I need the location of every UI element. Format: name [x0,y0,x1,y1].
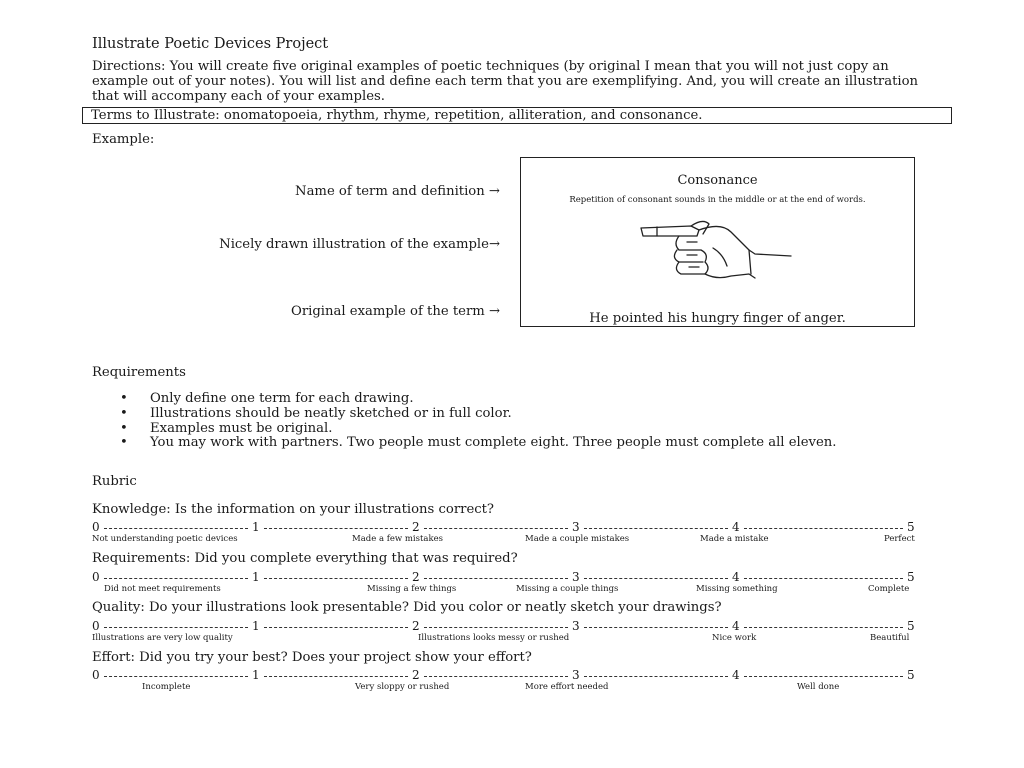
scale-number: 5 [907,570,915,584]
rubric-question-effort: Effort: Did you try your best? Does your project show your effort? [92,650,532,665]
scale-dash-line [584,676,728,677]
scale-number: 5 [907,520,915,534]
rubric-scale [92,570,919,584]
requirements-heading: Requirements [92,365,186,380]
rubric-label: Missing a few things [367,584,457,594]
rubric-label: Missing something [696,584,778,594]
example-label: Example: [92,132,155,147]
directions-paragraph: Directions: You will create five original examples of poetic techniques (by original I mean that you will not just copy an example out of your notes). You will list and define each term that you are exemplifying. And, you will create an illustration that will accompany each of your examples. [92,59,919,104]
rubric-scale [92,520,919,534]
rubric-label: More effort needed [525,682,609,692]
list-item [120,392,930,407]
scale-number: 2 [412,570,420,584]
scale-number: 1 [252,668,260,682]
scale-dash-line [584,627,728,628]
scale-dash-line [744,627,903,628]
requirement-text: Illustrations should be neatly sketched or in full color. [150,405,512,421]
pointing-hand-icon [631,214,801,284]
scale-number: 3 [572,570,580,584]
rubric-labels [92,633,922,645]
requirements-list [120,392,930,451]
rubric-labels [92,534,922,546]
rubric-scale [92,619,919,633]
scale-number: 1 [252,619,260,633]
rubric-label: Complete [868,584,910,594]
example-label-illustration: Nicely drawn illustration of the example→ [219,237,500,252]
scale-number: 3 [572,619,580,633]
scale-dash-line [744,578,903,579]
bullet-icon: • [120,405,128,421]
scale-number: 1 [252,520,260,534]
rubric-label: Did not meet requirements [104,584,221,594]
scale-number: 0 [92,668,100,682]
scale-number: 2 [412,619,420,633]
scale-dash-line [744,676,903,677]
scale-number: 0 [92,570,100,584]
scale-number: 4 [732,570,740,584]
rubric-label: Well done [797,682,840,692]
rubric-question-requirements: Requirements: Did you complete everything that was required? [92,551,518,566]
rubric-label: Made a few mistakes [352,534,444,544]
rubric-label: Nice work [712,633,757,643]
scale-number: 2 [412,520,420,534]
scale-dash-line [424,528,568,529]
rubric-label: Beautiful [870,633,910,643]
example-label-term-definition: Name of term and definition → [295,184,500,199]
scale-dash-line [584,578,728,579]
scale-dash-line [424,578,568,579]
scale-number: 5 [907,619,915,633]
scale-dash-line [104,528,248,529]
rubric-label: Not understanding poetic devices [92,534,238,544]
requirement-text: Examples must be original. [150,420,333,436]
rubric-label: Missing a couple things [516,584,619,594]
list-item [120,422,930,437]
scale-number: 3 [572,520,580,534]
list-item [120,436,930,451]
scale-number: 3 [572,668,580,682]
scale-dash-line [264,528,408,529]
rubric-label: Perfect [884,534,915,544]
rubric-labels [92,584,922,596]
page-title: Illustrate Poetic Devices Project [92,36,329,52]
scale-dash-line [424,676,568,677]
requirement-text: Only define one term for each drawing. [150,391,414,406]
scale-dash-line [264,676,408,677]
example-term-definition: Repetition of consonant sounds in the middle or at the end of words. [569,195,866,205]
rubric-scale [92,668,919,682]
scale-dash-line [264,627,408,628]
example-sentence: He pointed his hungry finger of anger. [589,311,846,326]
scale-dash-line [424,627,568,628]
scale-dash-line [104,676,248,677]
example-term-title: Consonance [677,173,758,188]
scale-number: 2 [412,668,420,682]
scale-number: 1 [252,570,260,584]
scale-dash-line [264,578,408,579]
rubric-label: Made a couple mistakes [525,534,630,544]
rubric-label: Illustrations are very low quality [92,633,233,643]
terms-to-illustrate-box: Terms to Illustrate: onomatopoeia, rhythm, rhyme, repetition, alliteration, and consonance. [82,107,952,124]
rubric-label: Made a mistake [700,534,769,544]
requirement-text: You may work with partners. Two people must complete eight. Three people must complete all eleven. [150,435,837,451]
scale-dash-line [584,528,728,529]
example-box [520,157,915,327]
bullet-icon: • [120,435,128,451]
scale-number: 4 [732,520,740,534]
list-item [120,407,930,422]
scale-dash-line [104,578,248,579]
scale-number: 5 [907,668,915,682]
rubric-question-quality: Quality: Do your illustrations look presentable? Did you color or neatly sketch your drawings? [92,600,722,615]
rubric-label: Incomplete [142,682,191,692]
scale-number: 4 [732,668,740,682]
bullet-icon: • [120,420,128,436]
scale-dash-line [104,627,248,628]
rubric-label: Very sloppy or rushed [355,682,450,692]
example-label-original-example: Original example of the term → [291,304,500,319]
bullet-icon: • [120,391,128,406]
rubric-labels [92,682,922,694]
rubric-heading: Rubric [92,474,137,489]
scale-number: 4 [732,619,740,633]
scale-dash-line [744,528,903,529]
rubric-label: Illustrations looks messy or rushed [418,633,570,643]
rubric-question-knowledge: Knowledge: Is the information on your illustrations correct? [92,502,495,517]
scale-number: 0 [92,520,100,534]
scale-number: 0 [92,619,100,633]
